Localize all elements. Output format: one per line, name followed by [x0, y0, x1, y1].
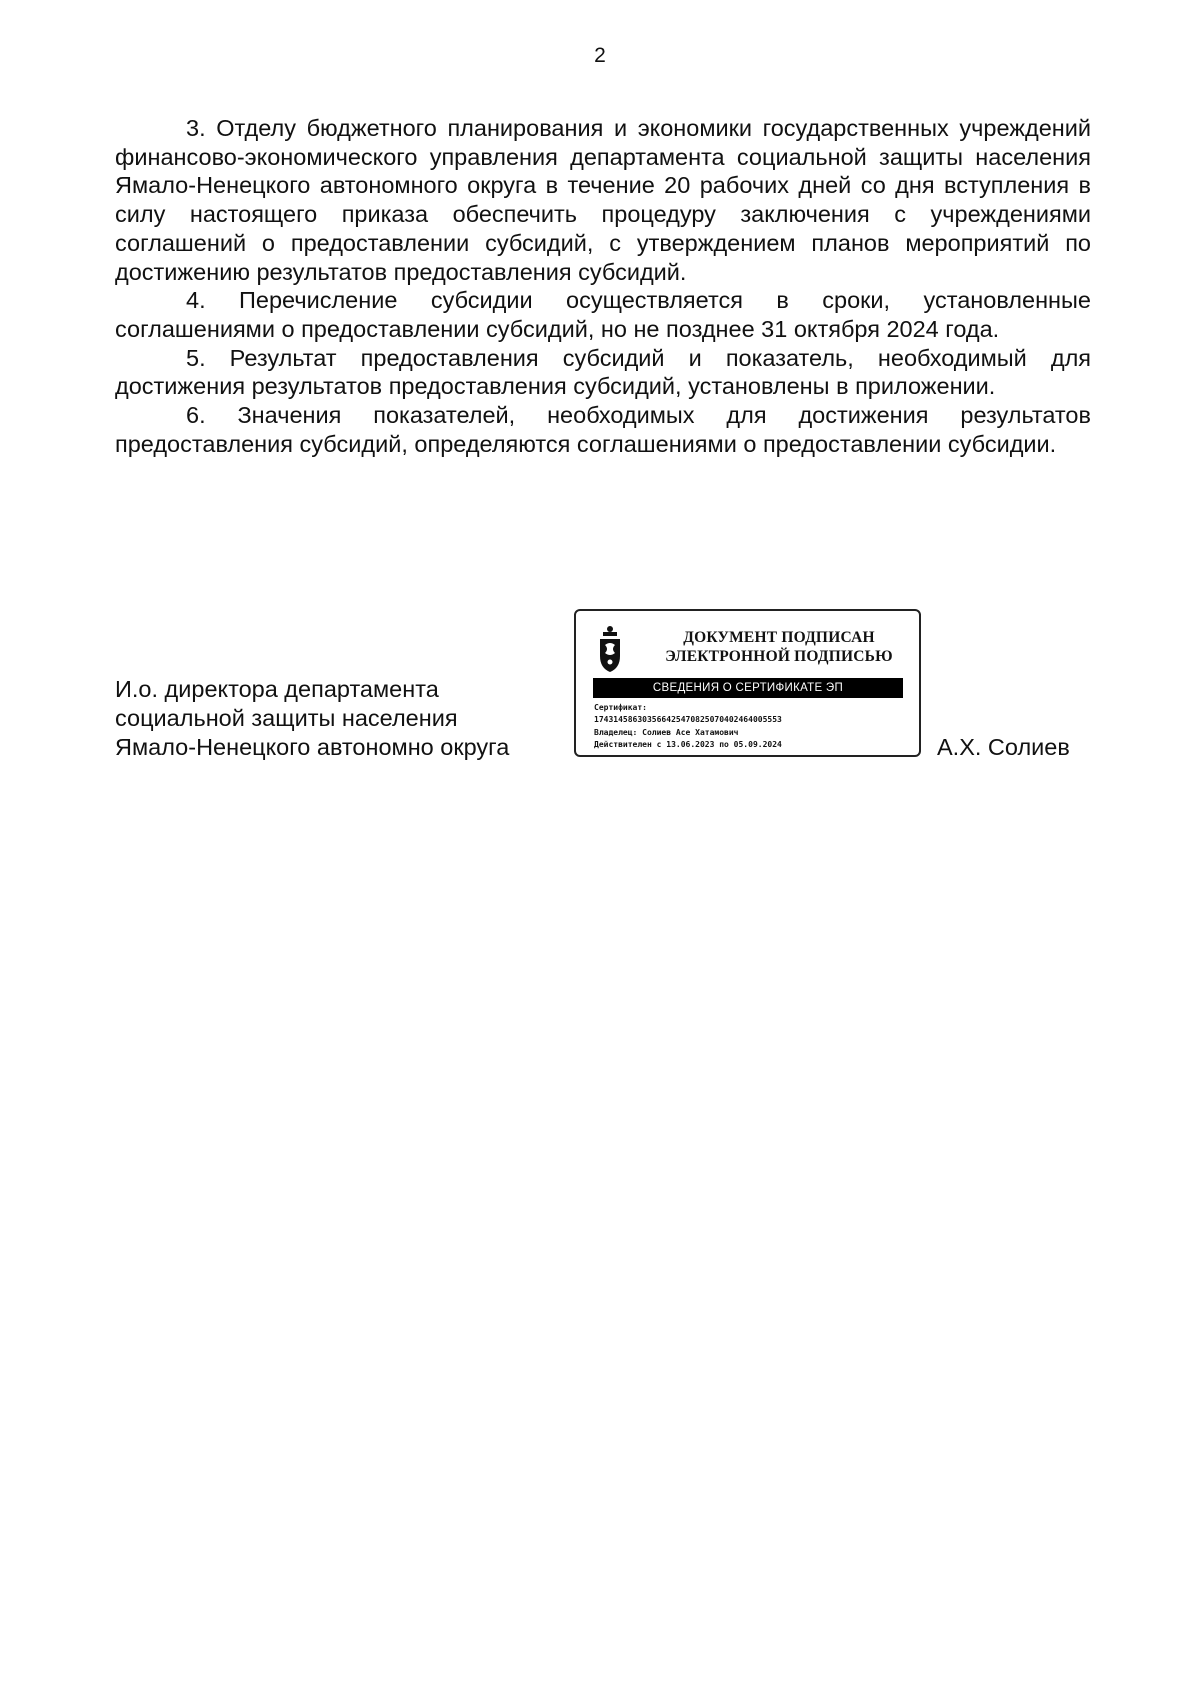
coat-of-arms-icon	[596, 624, 624, 674]
signatory-position-line: И.о. директора департамента	[115, 676, 439, 702]
paragraph-6: 6. Значения показателей, необходимых для достижения результатов предоставления субсидий, определяются соглашениями о предоставлении субсидии.	[115, 402, 1091, 457]
paragraph-3: 3. Отделу бюджетного планирования и экономики государственных учреждений финансово-экономического управления департамента социальной защиты населения Ямало-Ненецкого автономного округа в течение 20 рабочих дней со дня вступления в силу настоящего приказа обеспечить процедуру заключения с учреждениями соглашений о предоставлении субсидий, с утверждением планов мероприятий по достижению результатов предоставления субсидий.	[115, 115, 1091, 285]
signatory-name: А.Х. Солиев	[937, 734, 1070, 760]
paragraph-5: 5. Результат предоставления субсидий и показатель, необходимый для достижения результатов предоставления субсидий, установлены в приложении.	[115, 344, 1091, 400]
document-body	[115, 114, 1091, 458]
stamp-title-line: ЭЛЕКТРОННОЙ ПОДПИСЬЮ	[665, 648, 893, 665]
signatory-position-line: социальной защиты населения	[115, 705, 458, 731]
certificate-number: 174314586303566425470825070402464005553	[594, 715, 782, 725]
certificate-owner: Владелец: Солиев Асе Хатамович	[594, 727, 739, 737]
paragraph-4: 4. Перечисление субсидии осуществляется в сроки, установленные соглашениями о предоставлении субсидий, но не позднее 31 октября 2024 года.	[115, 287, 1091, 342]
certificate-label: Сертификат:	[594, 703, 647, 712]
signatory-position	[115, 675, 509, 762]
certificate-info-bar: СВЕДЕНИЯ О СЕРТИФИКАТЕ ЭП	[593, 678, 903, 698]
certificate-details	[594, 702, 914, 752]
stamp-title	[644, 628, 914, 666]
electronic-signature-stamp	[574, 609, 921, 757]
certificate-validity: Действителен с 13.06.2023 по 05.09.2024	[594, 740, 782, 750]
stamp-title-line: ДОКУМЕНТ ПОДПИСАН	[683, 629, 875, 646]
signatory-position-line: Ямало-Ненецкого автономно округа	[115, 734, 510, 760]
page-number: 2	[594, 44, 606, 67]
